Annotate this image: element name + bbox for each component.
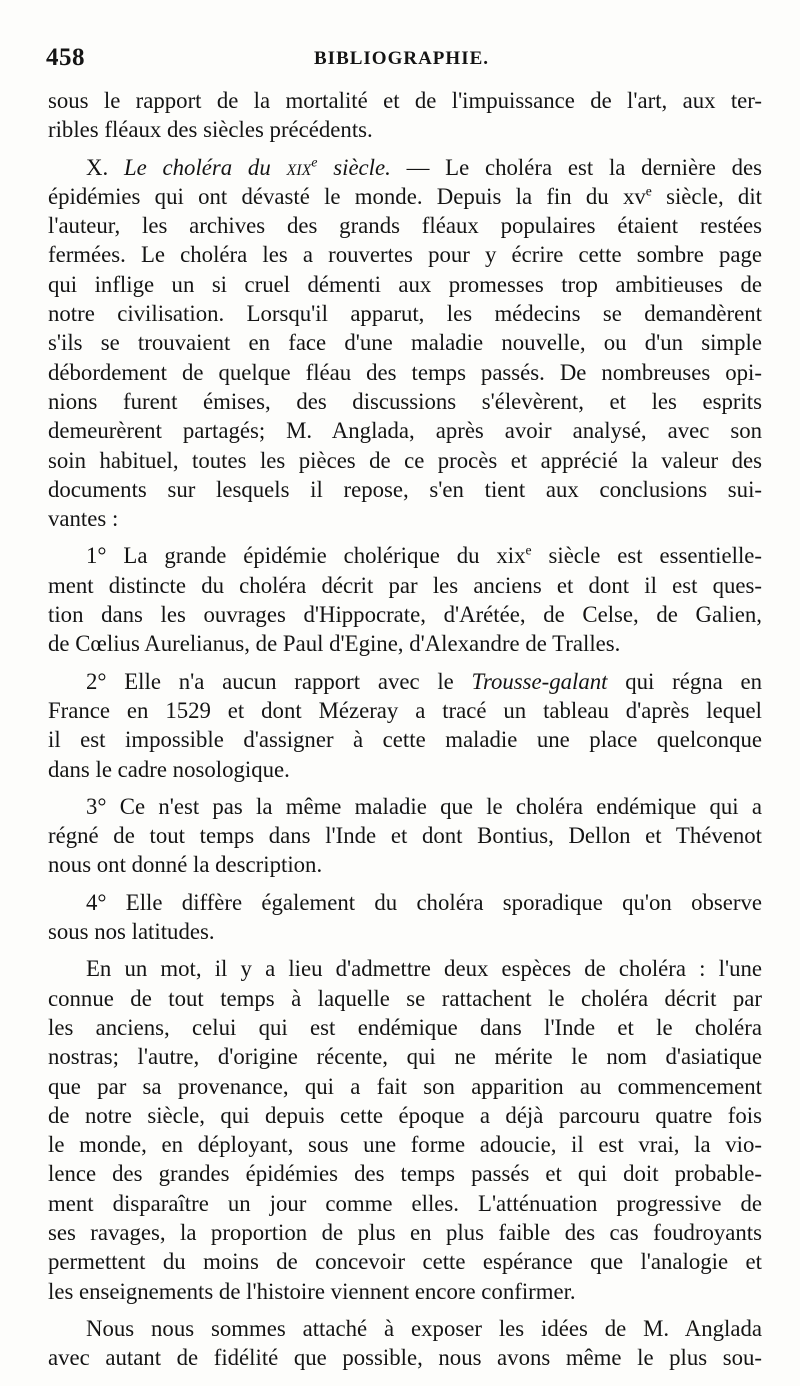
section-title: Le choléra du xix$^e$ siècle. bbox=[123, 154, 391, 180]
section-heading-line: X. Le choléra du xix$^e$ siècle. — Le choléra est la dernière des bbox=[86, 154, 763, 180]
text-line: de notre siècle, qui depuis cette époque a déjà parcouru quatre fois bbox=[48, 1102, 762, 1128]
text-line: de Cœlius Aurelianus, de Paul d'Egine, d'Alexandre de Tralles. bbox=[48, 631, 621, 657]
text-line: tion dans les ouvrages d'Hippocrate, d'Arétée, de Celse, de Galien, bbox=[48, 602, 762, 628]
text-line: lence des grandes épidémies des temps passés et qui doit probable- bbox=[48, 1161, 762, 1187]
text-line: nions furent émises, des discussions s'élevèrent, et les esprits bbox=[48, 388, 762, 414]
text-line: 1° La grande épidémie cholérique du xix$^e$ siècle est essentielle- bbox=[86, 542, 763, 569]
text-line: qui inflige un si cruel démenti aux promesses trop ambitieuses de bbox=[48, 271, 762, 297]
section-numeral: X. bbox=[86, 154, 109, 180]
text-line: dans le cadre nosologique. bbox=[48, 756, 290, 782]
text-line: 2° Elle n'a aucun rapport avec le Trousse-galant qui régna en bbox=[86, 668, 763, 694]
text-line: ment distincte du choléra décrit par les anciens et dont il est ques- bbox=[48, 572, 762, 598]
page-number: 458 bbox=[46, 44, 85, 71]
text-line: les anciens, celui qui est endémique dans l'Inde et le choléra bbox=[48, 1014, 762, 1040]
text-line: avec autant de fidélité que possible, nous avons même le plus sou- bbox=[48, 1345, 762, 1371]
text-line: nous ont donné la description. bbox=[48, 852, 323, 878]
text-line: débordement de quelque fléau des temps passés. De nombreuses opi- bbox=[48, 359, 762, 385]
text-line: fermées. Le choléra les a rouvertes pour y écrire cette sombre page bbox=[48, 242, 762, 268]
text-line: soin habituel, toutes les pièces de ce procès et apprécié la valeur des bbox=[48, 447, 762, 473]
text-line: nostras; l'autre, d'origine récente, qui ne mérite le nom d'asiatique bbox=[48, 1044, 762, 1070]
text-line: connue de tout temps à laquelle se rattachent le choléra décrit par bbox=[48, 985, 762, 1011]
page-header bbox=[46, 44, 760, 76]
text-line: l'auteur, les archives des grands fléaux populaires étaient restées bbox=[48, 213, 762, 239]
body-text bbox=[48, 86, 762, 1372]
text-line: ses ravages, la proportion de plus en plus faible des cas foudroyants bbox=[48, 1219, 762, 1245]
text-line: s'ils se trouvaient en face d'une maladie nouvelle, ou d'un simple bbox=[48, 330, 762, 356]
text-line: France en 1529 et dont Mézeray a tracé un tableau d'après lequel bbox=[48, 697, 762, 723]
text-line: demeurèrent partagés; M. Anglada, après avoir analysé, avec son bbox=[48, 418, 762, 444]
text-line: le monde, en déployant, sous une forme adoucie, il est vrai, la vio- bbox=[48, 1132, 762, 1158]
text-line: que par sa provenance, qui a fait son apparition au commencement bbox=[48, 1073, 762, 1099]
text-line: vantes : bbox=[48, 506, 119, 532]
running-head: BIBLIOGRAPHIE. bbox=[314, 48, 490, 69]
text-line: il est impossible d'assigner à cette maladie une place quelconque bbox=[48, 727, 762, 753]
text-line: ment disparaître un jour comme elles. L'atténuation progressive de bbox=[48, 1190, 762, 1216]
text-line: régné de tout temps dans l'Inde et dont Bontius, Dellon et Thévenot bbox=[48, 823, 762, 849]
text-line: les enseignements de l'histoire viennent encore confirmer. bbox=[48, 1278, 576, 1304]
text-line: épidémies qui ont dévasté le monde. Depuis la fin du $xv^e$ siècle, dit bbox=[48, 183, 763, 209]
text-line: sous nos latitudes. bbox=[48, 919, 215, 945]
text-line: 4° Elle diffère également du choléra sporadique qu'on observe bbox=[86, 889, 762, 915]
text-line: sous le rapport de la mortalité et de l'impuissance de l'art, aux ter- bbox=[48, 88, 762, 113]
text-line: 3° Ce n'est pas la même maladie que le choléra endémique qui a bbox=[86, 793, 762, 819]
text-line: permettent du moins de concevoir cette espérance que l'analogie et bbox=[48, 1249, 762, 1275]
text-line: ribles fléaux des siècles précédents. bbox=[48, 117, 373, 143]
text-line: Nous nous sommes attaché à exposer les idées de M. Anglada bbox=[86, 1315, 762, 1341]
text-line: En un mot, il y a lieu d'admettre deux espèces de choléra : l'une bbox=[86, 956, 762, 982]
text-line: notre civilisation. Lorsqu'il apparut, les médecins se demandèrent bbox=[48, 301, 762, 327]
italic-term: Trousse-galant bbox=[471, 668, 608, 694]
text-line: documents sur lesquels il repose, s'en tient aux conclusions sui- bbox=[48, 476, 762, 502]
